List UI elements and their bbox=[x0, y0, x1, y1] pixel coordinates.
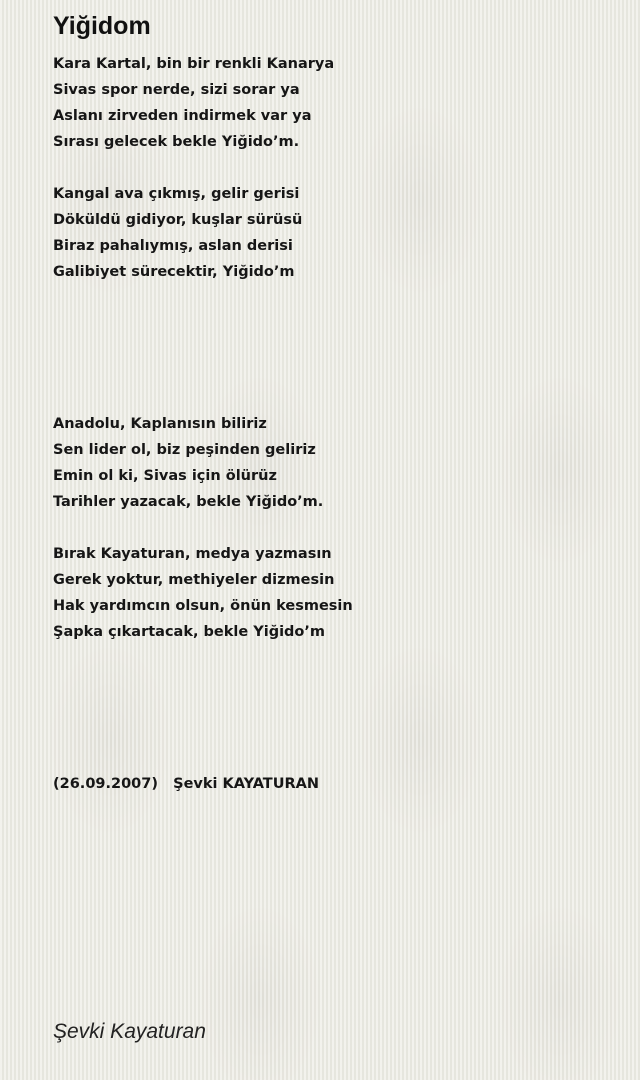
poem-line: Emin ol ki, Sivas için ölürüz bbox=[53, 468, 277, 484]
poem-line: Biraz pahalıymış, aslan derisi bbox=[53, 238, 293, 254]
poem-line: Tarihler yazacak, bekle Yiğido’m. bbox=[53, 494, 324, 510]
poem-line: Anadolu, Kaplanısın biliriz bbox=[53, 416, 267, 432]
poem-line: Aslanı zirveden indirmek var ya bbox=[53, 108, 312, 124]
poem-line: Sivas spor nerde, sizi sorar ya bbox=[53, 82, 300, 98]
poem-line: Hak yardımcın olsun, önün kesmesin bbox=[53, 598, 353, 614]
poem-line: Kara Kartal, bin bir renkli Kanarya bbox=[53, 56, 335, 72]
poem-line: Şapka çıkartacak, bekle Yiğido’m bbox=[53, 624, 326, 640]
poem-date-author: (26.09.2007) Şevki KAYATURAN bbox=[53, 776, 319, 792]
poem-line: Galibiyet sürecektir, Yiğido’m bbox=[53, 264, 295, 280]
author-signature: Şevki Kayaturan bbox=[53, 1020, 206, 1043]
poem-line: Sırası gelecek bekle Yiğido’m. bbox=[53, 134, 300, 150]
poem-line: Döküldü gidiyor, kuşlar sürüsü bbox=[53, 212, 303, 228]
poem-line: Sen lider ol, biz peşinden geliriz bbox=[53, 442, 316, 458]
poem-title: Yiğidom bbox=[53, 12, 151, 40]
poem-line: Gerek yoktur, methiyeler dizmesin bbox=[53, 572, 335, 588]
poem-line: Kangal ava çıkmış, gelir gerisi bbox=[53, 186, 300, 202]
poem-line: Bırak Kayaturan, medya yazmasın bbox=[53, 546, 332, 562]
